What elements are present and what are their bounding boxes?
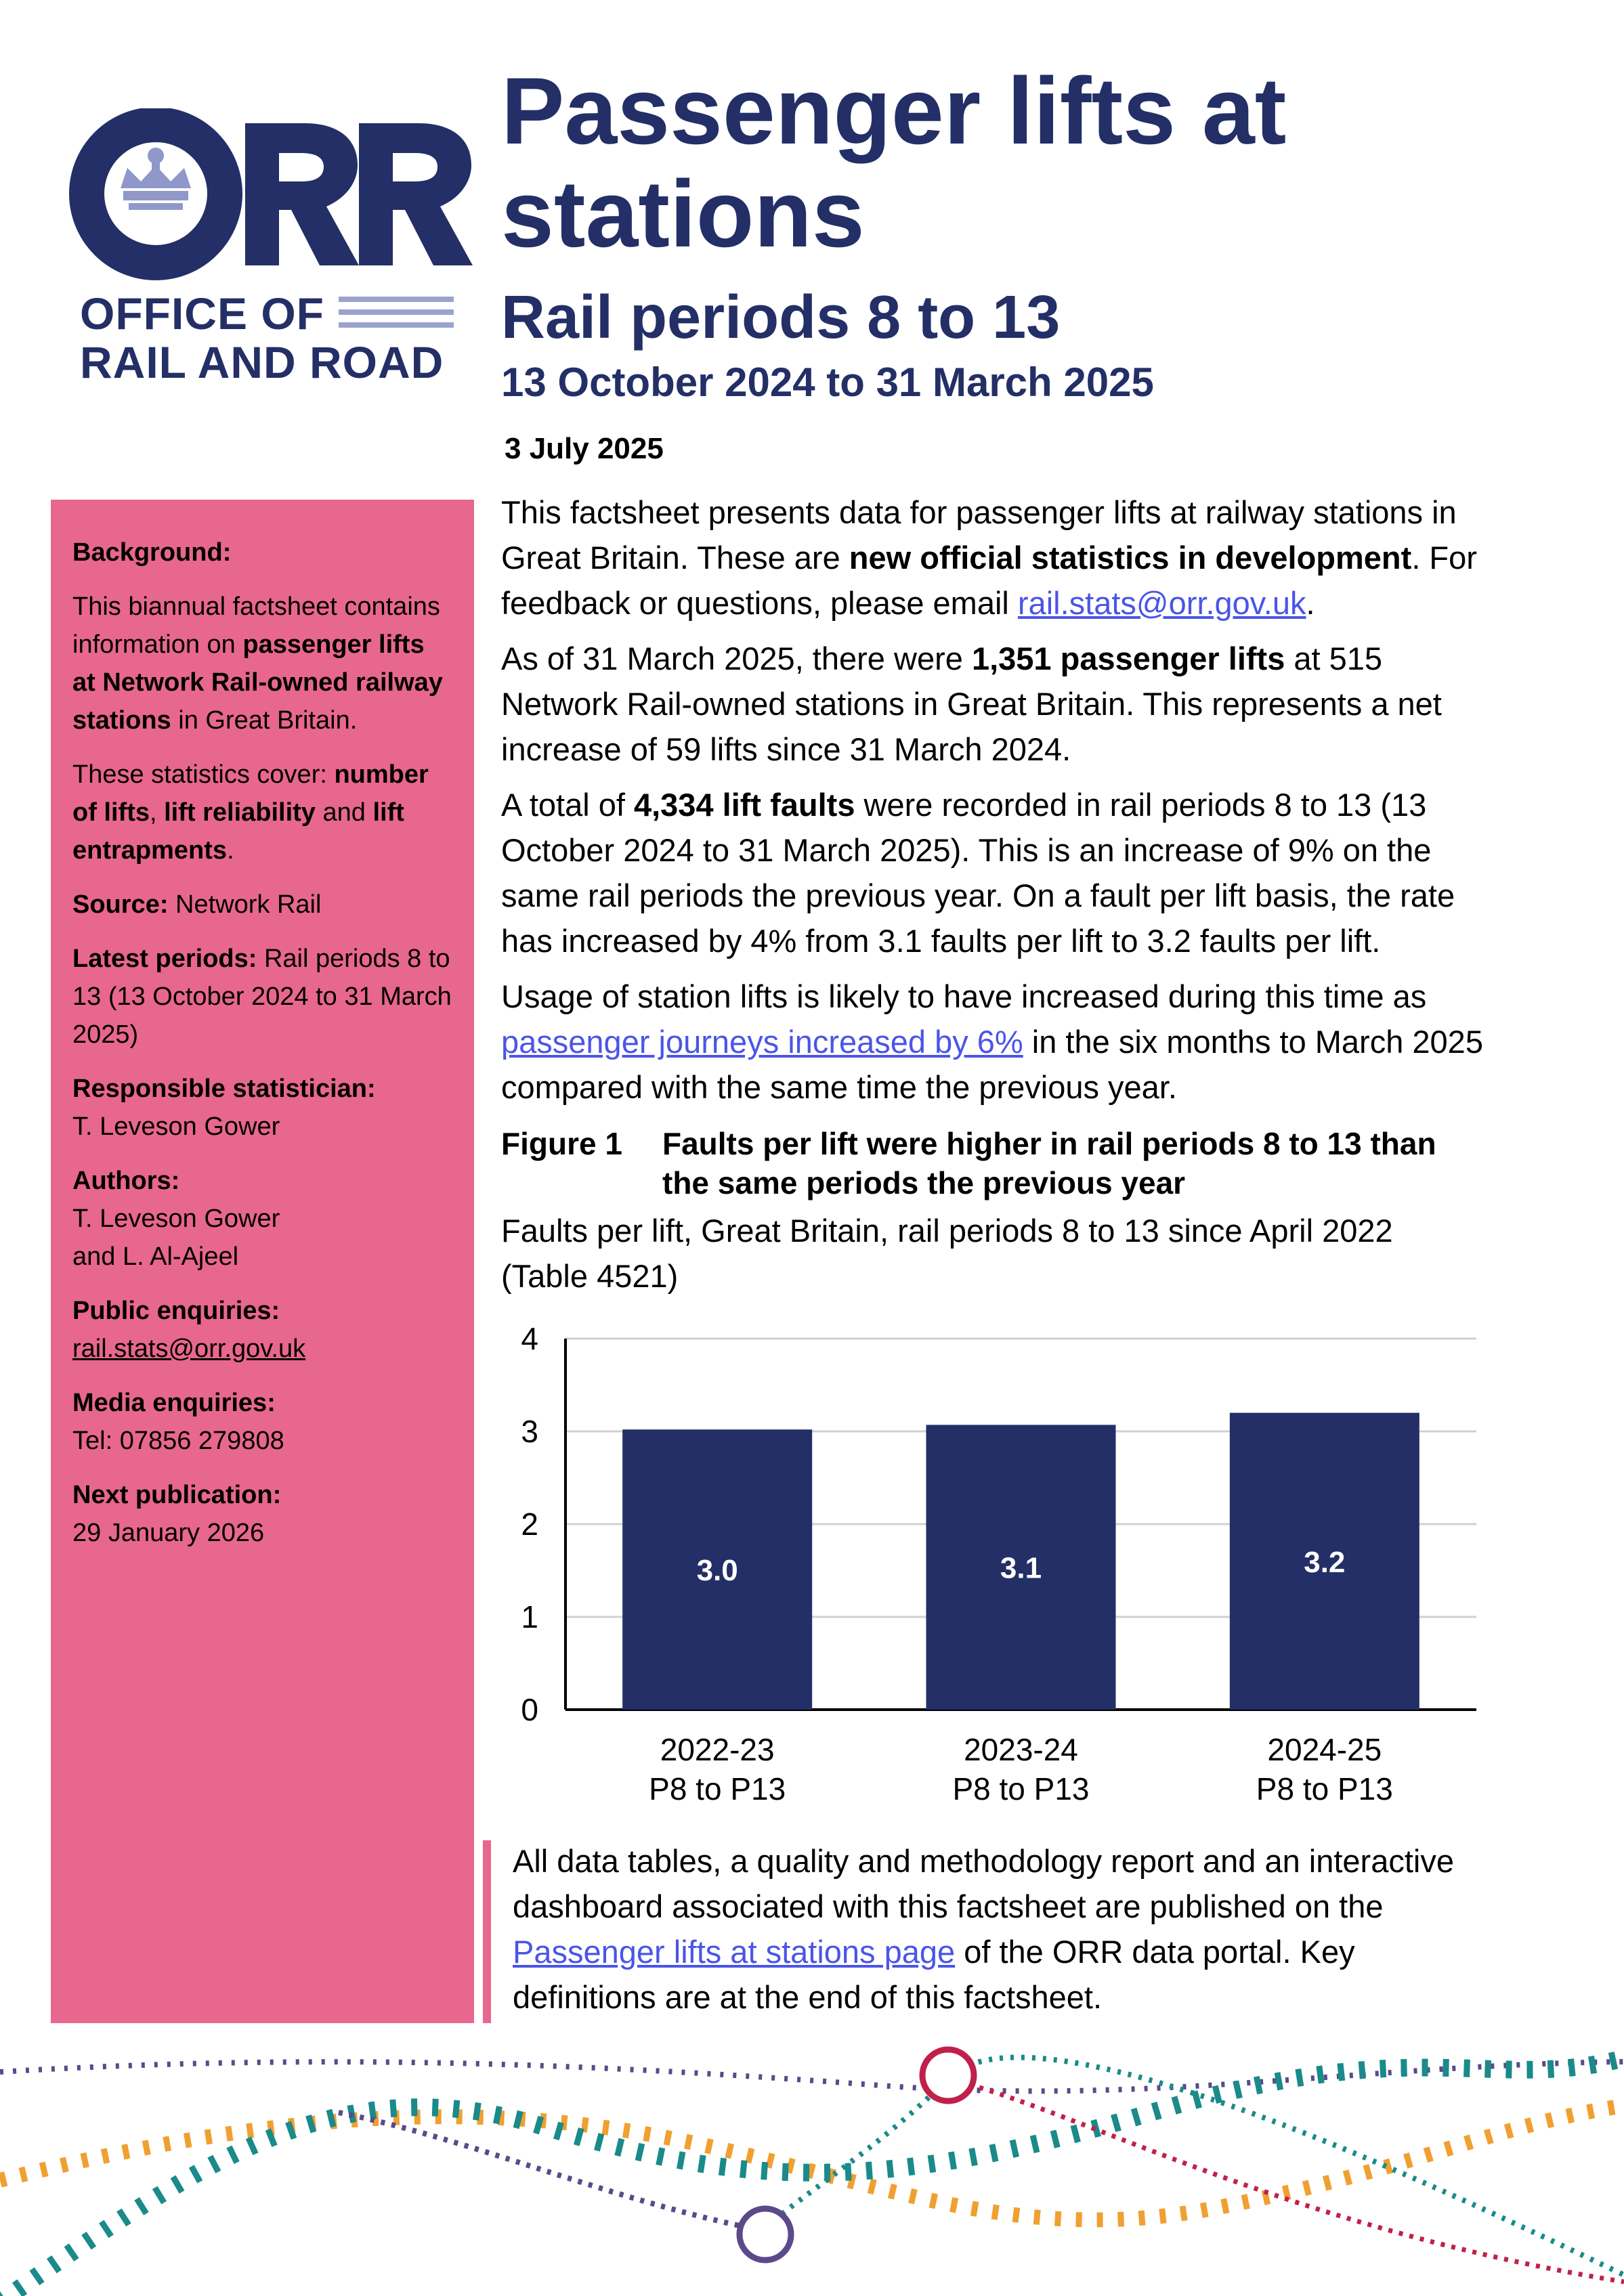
p1-bold: new official statistics in development	[849, 540, 1412, 576]
logo-text-line1: OFFICE OF	[80, 288, 324, 339]
x-tick-label: 2024-25	[1267, 1732, 1382, 1767]
faults-per-lift-chart	[501, 1314, 1497, 1828]
latest-value: Rail periods 8 to 13 (13 October 2024 to 31 March 2025)	[72, 945, 452, 1049]
p1-text: This factsheet presents data for passenger lifts at railway stations in Great Britain. These are	[501, 494, 1457, 576]
y-tick-label: 0	[521, 1692, 538, 1727]
feedback-email-link[interactable]: rail.stats@orr.gov.uk	[1017, 585, 1306, 621]
latest-label: Latest periods:	[72, 945, 257, 973]
figure-number: Figure 1	[501, 1126, 622, 1161]
authors-line2: and L. Al-Ajeel	[72, 1242, 239, 1271]
page-subtitle: Rail periods 8 to 13	[501, 284, 1061, 351]
background-text	[72, 588, 452, 739]
p2-text: As of 31 March 2025, there were	[501, 641, 972, 676]
orange-dashed-line	[0, 2106, 1624, 2220]
media-label: Media enquiries:	[72, 1389, 276, 1417]
bar-data-label: 3.0	[696, 1554, 738, 1588]
x-tick-label: 2023-24	[964, 1732, 1078, 1767]
y-tick-label: 3	[521, 1414, 538, 1449]
note-accent-bar	[483, 1840, 491, 2023]
crimson-station-circle-icon	[922, 2050, 974, 2101]
crimson-dotted-line	[948, 2079, 1624, 2282]
paragraph-lifts	[501, 636, 1503, 772]
x-tick-label: P8 to P13	[952, 1771, 1090, 1806]
paragraph-intro	[501, 490, 1503, 626]
sidebar	[51, 500, 474, 2023]
p3-text-2: were recorded in rail periods 8 to 13 (13 October 2024 to 31 March 2025). This is an increase of 9% on the same rail periods the previous year. On a fault per lift basis, the rate has increased by 4% from 3.1 faults per lift to 3.2 faults per lift.	[501, 787, 1455, 959]
x-tick-label: P8 to P13	[1256, 1771, 1393, 1806]
bar-data-label: 3.1	[1000, 1551, 1042, 1585]
page-title: Passenger lifts at stations	[501, 58, 1287, 267]
x-tick-label: 2022-23	[660, 1732, 775, 1767]
authors-info	[72, 1162, 452, 1276]
latest-periods	[72, 940, 452, 1054]
background-text-part: This biannual factsheet contains information on	[72, 592, 440, 659]
figure-title: Faults per lift were higher in rail periods 8 to 13 than the same periods the previous year	[662, 1126, 1436, 1200]
y-tick-label: 2	[521, 1507, 538, 1542]
x-tick-label: P8 to P13	[649, 1771, 786, 1806]
y-tick-label: 1	[521, 1599, 538, 1634]
authors-line1: T. Leveson Gower	[72, 1205, 280, 1233]
data-portal-note	[513, 1838, 1501, 2020]
statistician-label: Responsible statistician:	[72, 1075, 376, 1103]
p4-text-2: in the six months to March 2025 compared with the same time the previous year.	[501, 1024, 1483, 1105]
paragraph-usage	[501, 974, 1503, 1110]
p1-text-2: . For feedback or questions, please email	[501, 540, 1477, 621]
coverage-item-1: number of lifts	[72, 760, 429, 827]
crown-icon	[121, 148, 191, 210]
p4-text: Usage of station lifts is likely to have increased during this time as	[501, 978, 1427, 1014]
note-text: All data tables, a quality and methodology report and an interactive dashboard associated with this factsheet are published on the	[513, 1843, 1454, 1924]
logo-r1	[245, 123, 359, 265]
coverage-end: .	[227, 836, 234, 865]
orr-logo	[68, 108, 474, 399]
statistician-info	[72, 1070, 452, 1146]
authors-label: Authors:	[72, 1167, 180, 1195]
coverage-item-3: lift entrapments	[72, 798, 404, 865]
p3-text: A total of	[501, 787, 634, 823]
next-publication	[72, 1476, 452, 1552]
coverage-sep: ,	[149, 798, 165, 827]
period-dates: 13 October 2024 to 31 March 2025	[501, 360, 1154, 405]
orr-letters-graphic	[68, 108, 474, 284]
p2-text-2: at 515 Network Rail-owned stations in Great Britain. This represents a net increase of 59 lifts since 31 March 2024.	[501, 641, 1442, 767]
public-enquiries	[72, 1292, 452, 1368]
statistician-value: T. Leveson Gower	[72, 1112, 280, 1141]
public-label: Public enquiries:	[72, 1297, 280, 1325]
public-email-link[interactable]: rail.stats@orr.gov.uk	[72, 1335, 306, 1363]
lifts-page-link[interactable]: Passenger lifts at stations page	[513, 1934, 956, 1970]
p1-end: .	[1306, 585, 1315, 621]
figure-caption: Faults per lift, Great Britain, rail periods 8 to 13 since April 2022 (Table 4521)	[501, 1213, 1393, 1294]
media-phone: Tel: 07856 279808	[72, 1427, 284, 1455]
paragraph-faults	[501, 782, 1503, 963]
p3-bold: 4,334 lift faults	[633, 787, 855, 823]
source-value: Network Rail	[168, 890, 322, 919]
publication-date: 3 July 2025	[505, 432, 664, 465]
passenger-journeys-link[interactable]: passenger journeys increased by 6%	[501, 1024, 1023, 1060]
coverage-intro: These statistics cover:	[72, 760, 335, 789]
media-enquiries	[72, 1384, 452, 1460]
background-label: Background:	[72, 538, 232, 567]
logo-r2	[359, 123, 473, 265]
background-text-end: in Great Britain.	[171, 706, 358, 735]
next-date: 29 January 2026	[72, 1519, 265, 1547]
coverage-and: and	[315, 798, 373, 827]
logo-stripes	[339, 297, 454, 337]
background-bold: passenger lifts at Network Rail-owned railway stations	[72, 630, 443, 735]
next-label: Next publication:	[72, 1481, 282, 1509]
coverage-item-2: lift reliability	[164, 798, 316, 827]
purple-station-circle-icon	[740, 2209, 791, 2260]
main-text	[501, 490, 1503, 1120]
p2-bold: 1,351 passenger lifts	[971, 641, 1285, 676]
source-label: Source:	[72, 890, 169, 919]
source-info	[72, 886, 452, 924]
decorative-rail-lines	[0, 2024, 1624, 2296]
bar-data-label: 3.2	[1304, 1545, 1346, 1579]
y-tick-label: 4	[521, 1321, 538, 1356]
note-text-end: of the ORR data portal. Key definitions are at the end of this factsheet.	[513, 1934, 1355, 2015]
coverage-text	[72, 756, 452, 869]
logo-text-line2: RAIL AND ROAD	[80, 337, 444, 387]
